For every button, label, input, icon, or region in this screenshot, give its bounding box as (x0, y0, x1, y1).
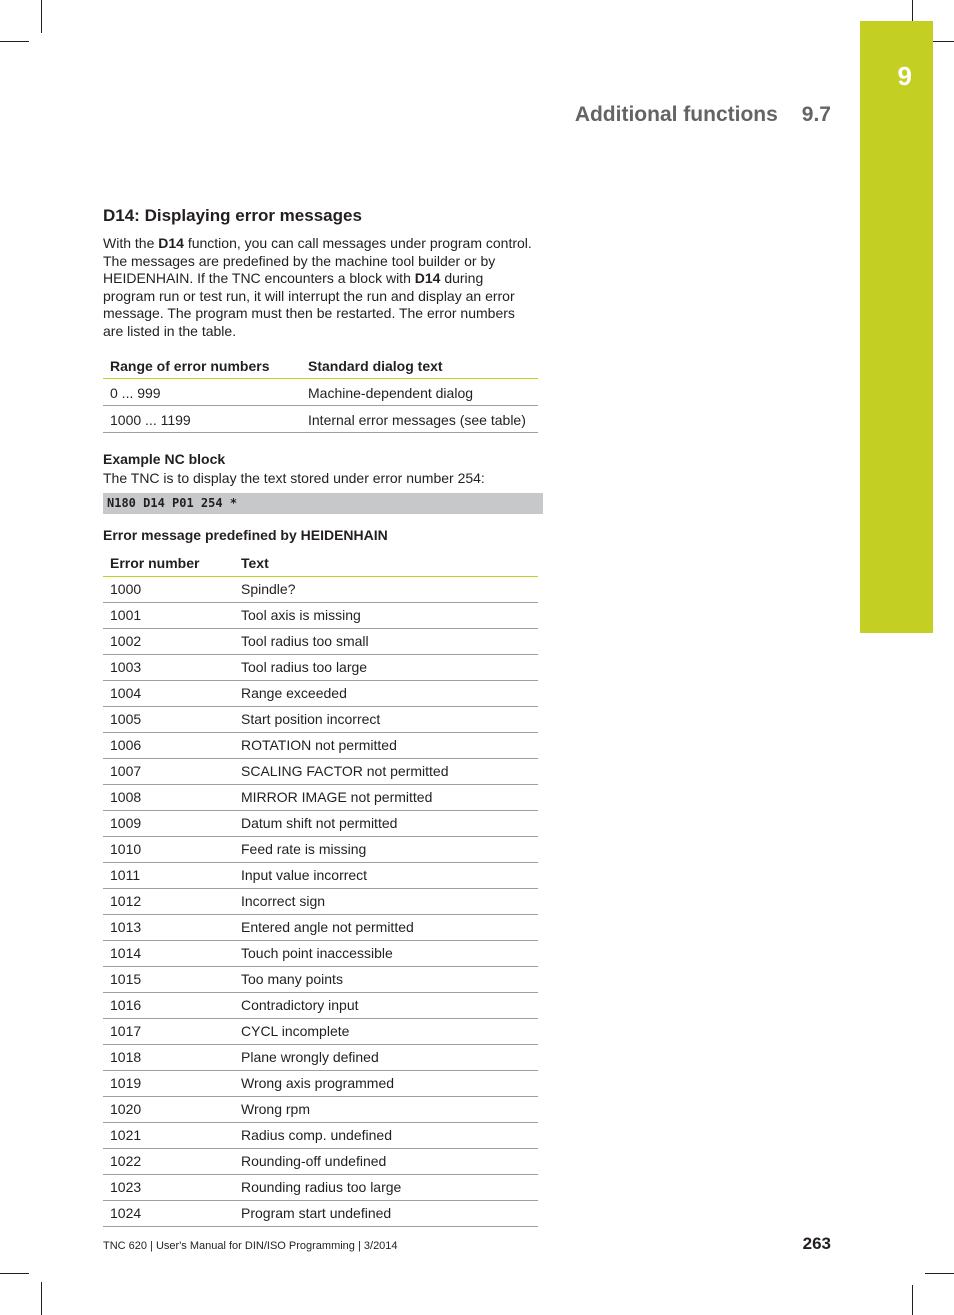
intro-keyword: D14 (158, 235, 184, 251)
intro-text: during program run or test run, it will interrupt the run and display an error message. The program must then be restarted. The error numbers are listed in the table. (103, 270, 515, 339)
error-text-cell: MIRROR IMAGE not permitted (241, 789, 433, 806)
error-text-cell: SCALING FACTOR not permitted (241, 763, 449, 780)
chapter-tab (860, 21, 933, 633)
table-cell: Machine-dependent dialog (308, 384, 474, 401)
column-header: Range of error numbers (110, 357, 270, 374)
error-number-cell: 1021 (110, 1127, 142, 1144)
table-header-row (103, 548, 538, 577)
chapter-number: 9 (897, 61, 912, 91)
crop-mark (41, 1282, 42, 1315)
error-number-cell: 1013 (110, 919, 142, 936)
table-row (103, 993, 538, 1019)
error-number-cell: 1006 (110, 737, 142, 754)
table-row (103, 967, 538, 993)
error-number-cell: 1008 (110, 789, 142, 806)
error-number-cell: 1019 (110, 1075, 142, 1092)
crop-mark (0, 41, 29, 42)
table-row (103, 629, 538, 655)
table-cell: 0 ... 999 (110, 384, 161, 401)
error-number-cell: 1011 (110, 867, 141, 884)
table-header-row (103, 353, 538, 379)
table-row (103, 811, 538, 837)
error-number-cell: 1010 (110, 841, 142, 858)
error-number-cell: 1012 (110, 893, 142, 910)
error-text-cell: Start position incorrect (241, 711, 381, 728)
table-row (103, 889, 538, 915)
crop-mark (925, 1273, 954, 1274)
table-row (103, 759, 538, 785)
error-text-cell: Range exceeded (241, 685, 347, 702)
table-row (103, 681, 538, 707)
error-text-cell: Radius comp. undefined (241, 1127, 392, 1144)
intro-text: With the (103, 235, 159, 251)
table-cell: 1000 ... 1199 (110, 411, 191, 428)
error-text-cell: Tool radius too small (241, 633, 369, 650)
error-text-cell: Plane wrongly defined (241, 1049, 379, 1066)
error-number-cell: 1004 (110, 685, 142, 702)
error-text-cell: Too many points (241, 971, 343, 988)
error-text-cell: Rounding-off undefined (241, 1153, 387, 1170)
example-text: The TNC is to display the text stored under error number 254: (103, 469, 485, 486)
error-text-cell: Contradictory input (241, 997, 359, 1014)
section-heading: D14: Displaying error messages (103, 206, 362, 225)
crop-mark (0, 1273, 29, 1274)
nc-code-block: N180 D14 P01 254 * (103, 493, 543, 514)
table-row (103, 603, 538, 629)
main-content (103, 206, 543, 1227)
footer-text: TNC 620 | User's Manual for DIN/ISO Programming | 3/2014 (103, 1240, 398, 1252)
error-number-cell: 1009 (110, 815, 142, 832)
error-text-cell: Wrong rpm (241, 1101, 310, 1118)
table-row (103, 1123, 538, 1149)
error-number-cell: 1005 (110, 711, 142, 728)
example-heading: Example NC block (103, 450, 226, 467)
table-cell: Internal error messages (see table) (308, 411, 526, 428)
column-header: Error number (110, 555, 200, 572)
error-number-cell: 1022 (110, 1153, 142, 1170)
error-text-cell: Tool radius too large (241, 659, 368, 676)
error-text-cell: Spindle? (241, 581, 296, 598)
column-header: Standard dialog text (308, 357, 443, 374)
error-number-cell: 1015 (110, 971, 142, 988)
table-row (103, 1175, 538, 1201)
error-text-cell: ROTATION not permitted (241, 737, 397, 754)
table-row (103, 915, 538, 941)
error-table-body (103, 577, 538, 1227)
table-row (103, 577, 538, 603)
error-text-cell: Tool axis is missing (241, 607, 361, 624)
error-table (103, 548, 538, 1227)
table-row (103, 405, 538, 432)
intro-keyword: D14 (414, 270, 441, 287)
table-row (103, 707, 538, 733)
crop-mark (41, 0, 42, 33)
error-text-cell: CYCL incomplete (241, 1023, 350, 1040)
error-text-cell: Program start undefined (241, 1205, 392, 1222)
running-head-title: Additional functions (574, 103, 778, 126)
table-row (103, 733, 538, 759)
table-row (103, 785, 538, 811)
table-row (103, 941, 538, 967)
error-number-cell: 1007 (110, 763, 142, 780)
table-row (103, 1071, 538, 1097)
intro-text: function, you can call messages under program control. The messages are predefined by the machine tool builder or by HEIDENHAIN. If the TNC encounters a block with (103, 235, 532, 287)
error-number-cell: 1016 (110, 997, 142, 1014)
error-number-cell: 1024 (110, 1205, 142, 1222)
error-text-cell: Rounding radius too large (241, 1179, 402, 1196)
table-row (103, 837, 538, 863)
error-text-cell: Datum shift not permitted (241, 815, 398, 832)
error-text-cell: Feed rate is missing (241, 841, 367, 858)
error-number-cell: 1023 (110, 1179, 142, 1196)
error-number-cell: 1002 (110, 633, 142, 650)
error-number-cell: 1014 (110, 945, 142, 962)
error-number-cell: 1017 (110, 1023, 142, 1040)
error-text-cell: Input value incorrect (241, 867, 368, 884)
table-row (103, 655, 538, 681)
page-number: 263 (802, 1234, 831, 1253)
table-row (103, 378, 538, 405)
crop-mark (912, 0, 913, 21)
table-row (103, 1019, 538, 1045)
column-header: Text (241, 555, 269, 572)
running-head (575, 103, 831, 127)
table-row (103, 1149, 538, 1175)
error-number-cell: 1000 (110, 581, 142, 598)
error-number-cell: 1018 (110, 1049, 142, 1066)
running-head-section: 9.7 (801, 103, 831, 126)
table-row (103, 1201, 538, 1227)
error-text-cell: Entered angle not permitted (241, 919, 414, 936)
error-text-cell: Incorrect sign (241, 893, 326, 910)
error-table-heading: Error message predefined by HEIDENHAIN (103, 527, 388, 544)
range-table (103, 353, 538, 433)
intro-paragraph (103, 235, 539, 341)
crop-mark (912, 1285, 913, 1315)
table-row (103, 863, 538, 889)
table-row (103, 1097, 538, 1123)
error-text-cell: Touch point inaccessible (241, 945, 393, 962)
error-number-cell: 1003 (110, 659, 142, 676)
error-text-cell: Wrong axis programmed (241, 1075, 395, 1092)
error-number-cell: 1001 (110, 607, 142, 624)
error-number-cell: 1020 (110, 1101, 142, 1118)
table-row (103, 1045, 538, 1071)
